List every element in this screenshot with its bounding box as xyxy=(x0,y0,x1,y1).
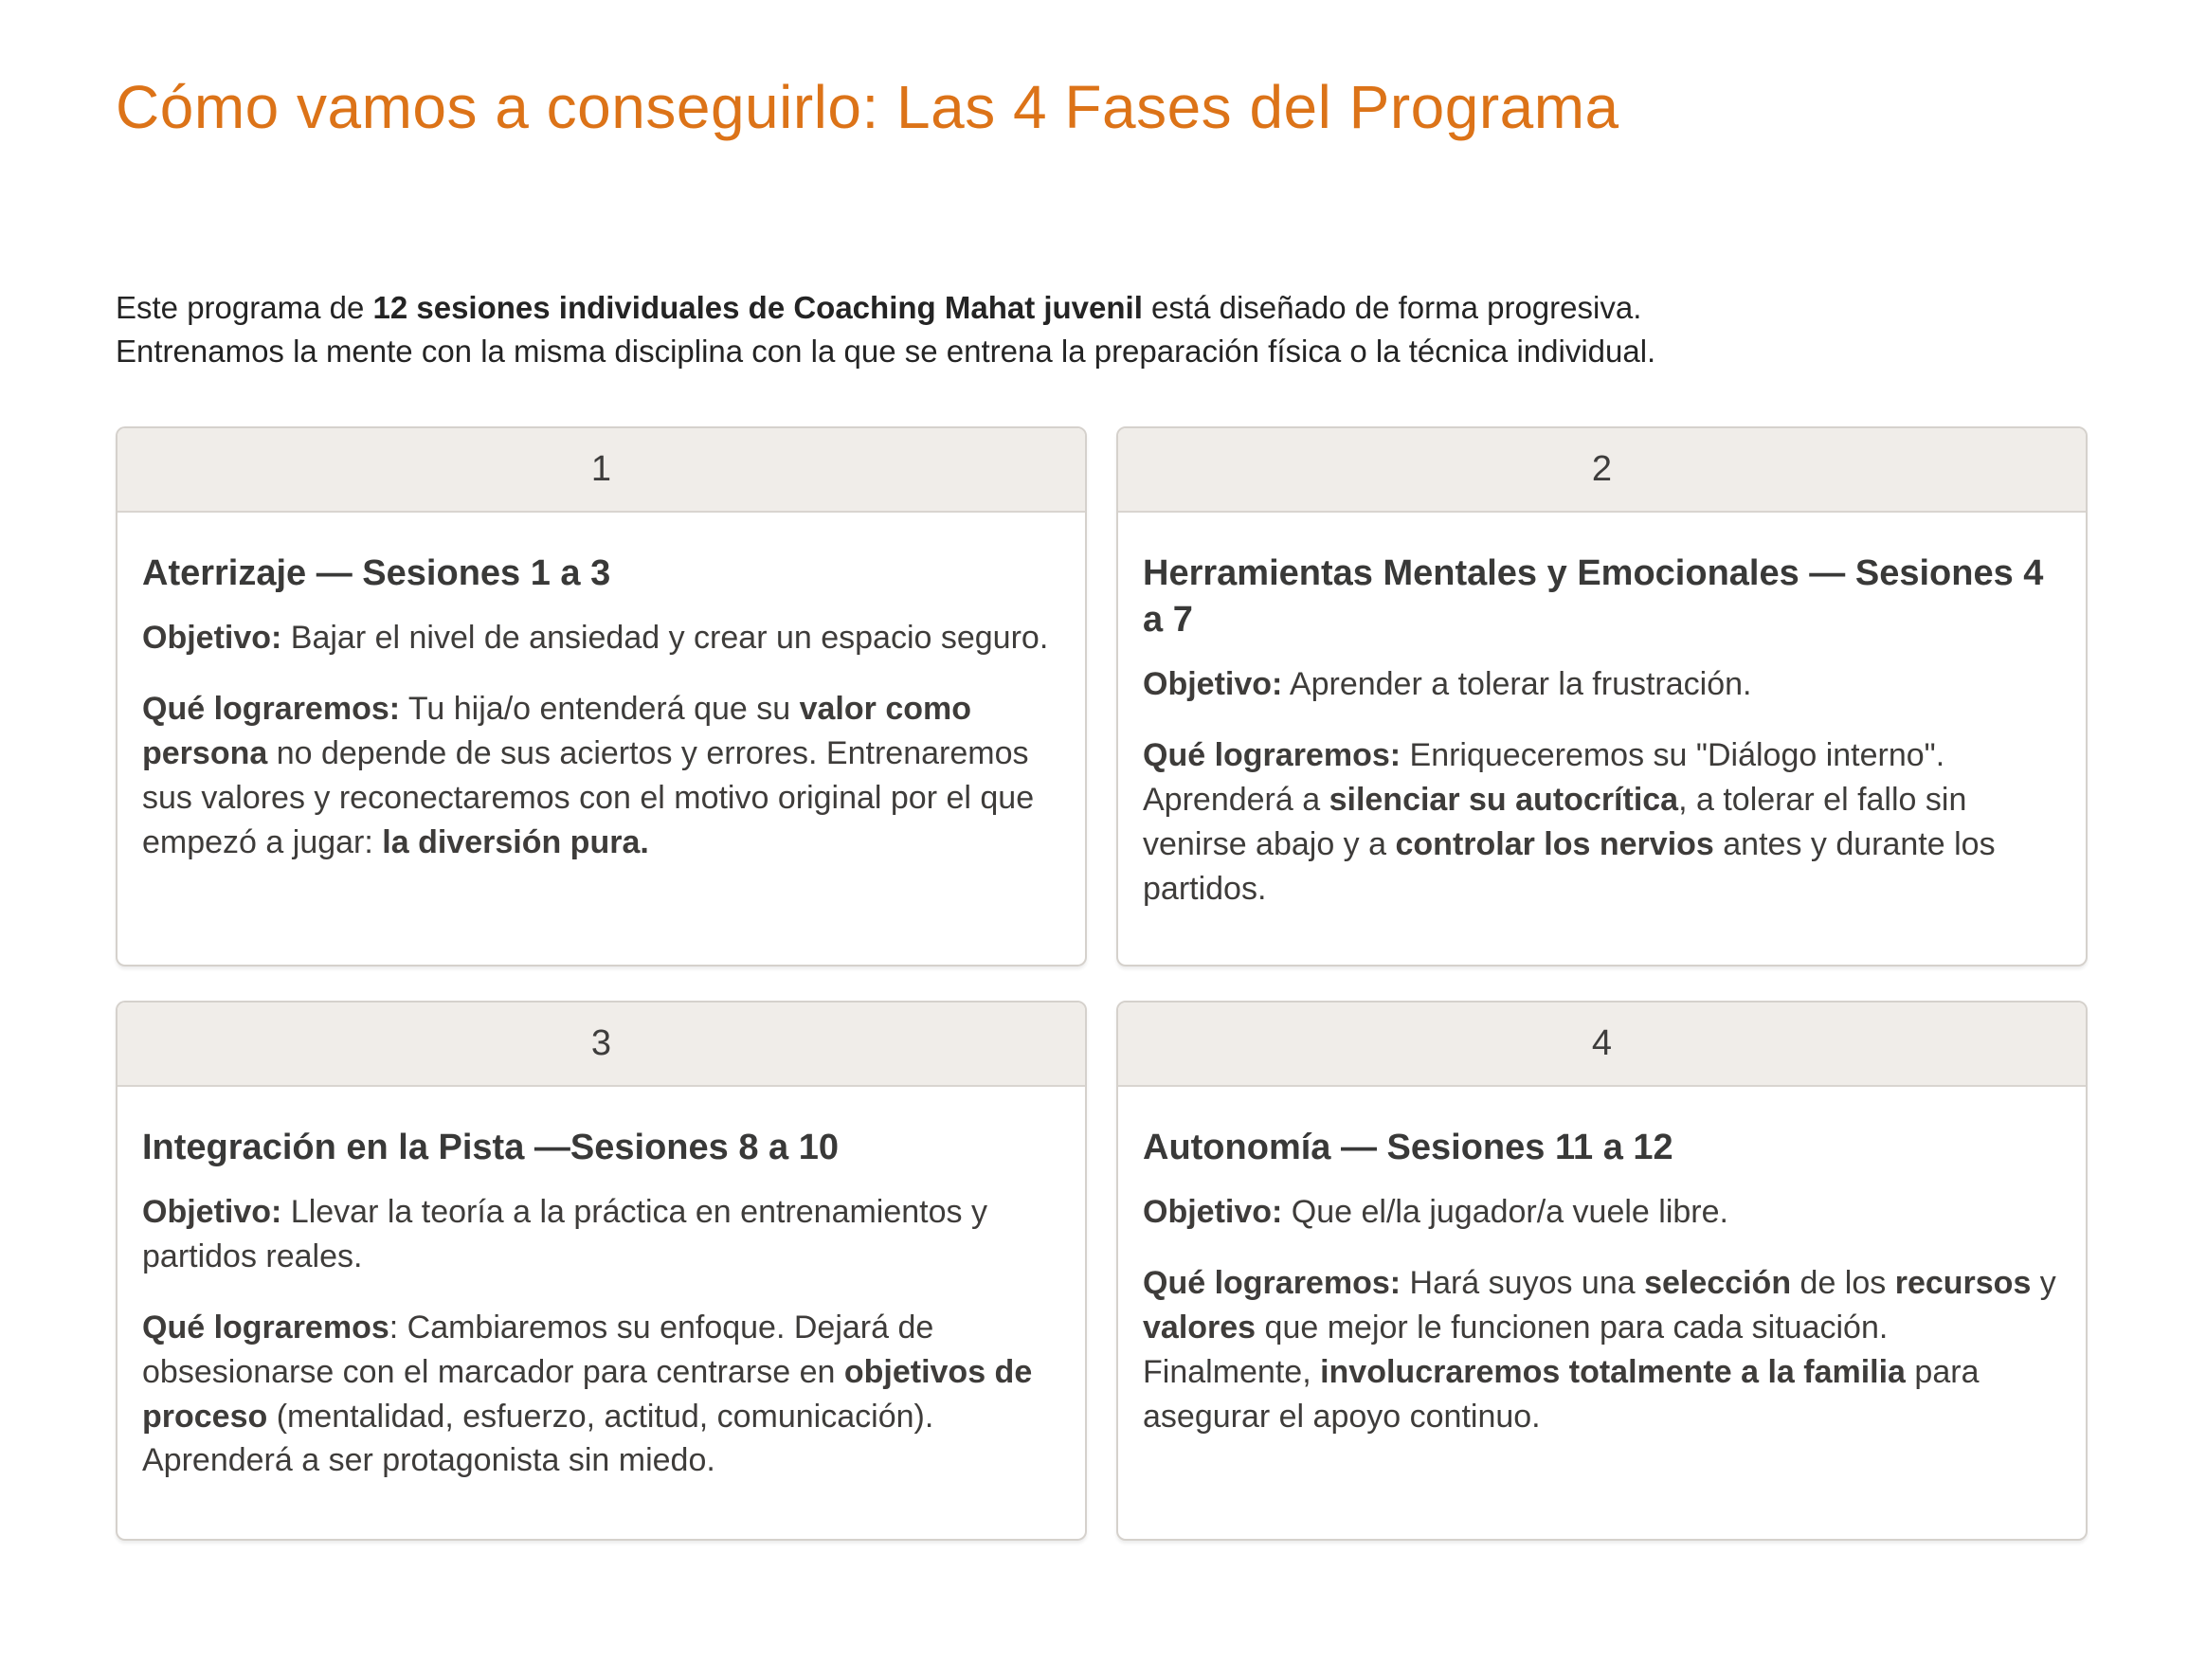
phase-card-1 xyxy=(116,426,1087,966)
phase-card-3 xyxy=(116,1001,1087,1541)
phase-3-number: 3 xyxy=(118,1003,1085,1087)
intro-paragraph: Este programa de 12 sesiones individuales de Coaching Mahat juvenil está diseñado de forma progresiva. Entrenamos la mente con la misma disciplina con la que se entrena la preparación física o la técnica individual. xyxy=(116,289,1656,369)
phase-1-title: Aterrizaje — Sesiones 1 a 3 xyxy=(142,552,611,593)
phase-2-number: 2 xyxy=(1118,428,2086,513)
phase-4-achievements: Qué lograremos: Hará suyos una selección de los recursos y valores que mejor le funcionen para cada situación. Finalmente, involucraremos totalmente a la familia para asegurar el apoyo continuo. xyxy=(1143,1264,2056,1435)
phase-3-objective: Objetivo: Llevar la teoría a la práctica en entrenamientos y partidos reales. xyxy=(142,1193,987,1274)
phase-4-objective: Objetivo: Que el/la jugador/a vuele libre. xyxy=(1143,1193,1728,1230)
phase-1-number: 1 xyxy=(118,428,1085,513)
phase-3-achievements: Qué lograremos: Cambiaremos su enfoque. Dejará de obsesionarse con el marcador para centrarse en objetivos de proceso (mentalidad, esfuerzo, actitud, comunicación). Aprenderá a ser protagonista sin miedo. xyxy=(142,1309,1033,1479)
phase-4-number: 4 xyxy=(1118,1003,2086,1087)
page-title: Cómo vamos a conseguirlo: Las 4 Fases del Programa xyxy=(116,73,1619,141)
phase-1-objective: Objetivo: Bajar el nivel de ansiedad y crear un espacio seguro. xyxy=(142,619,1049,656)
phase-3-body xyxy=(118,1087,1085,1526)
phase-2-objective: Objetivo: Aprender a tolerar la frustración. xyxy=(1143,666,1752,703)
phase-card-2 xyxy=(1116,426,2088,966)
phase-1-body xyxy=(118,513,1085,907)
phase-4-body xyxy=(1118,1087,2086,1481)
phase-3-title: Integración en la Pista —Sesiones 8 a 10 xyxy=(142,1127,839,1167)
phase-2-title: Herramientas Mentales y Emocionales — Sesiones 4 a 7 xyxy=(1143,552,2044,640)
phases-grid xyxy=(116,426,2088,1541)
phase-2-achievements: Qué lograremos: Enriqueceremos su "Diálogo interno". Aprenderá a silenciar su autocrítica, a tolerar el fallo sin venirse abajo y a controlar los nervios antes y durante los partidos. xyxy=(1143,737,1996,907)
phase-2-body xyxy=(1118,513,2086,953)
phase-card-4 xyxy=(1116,1001,2088,1541)
phase-1-achievements: Qué lograremos: Tu hija/o entenderá que su valor como persona no depende de sus aciertos y errores. Entrenaremos sus valores y reconectaremos con el motivo original por el que empezó a jugar: la diversión pura. xyxy=(142,690,1035,860)
phase-4-title: Autonomía — Sesiones 11 a 12 xyxy=(1143,1127,1673,1167)
